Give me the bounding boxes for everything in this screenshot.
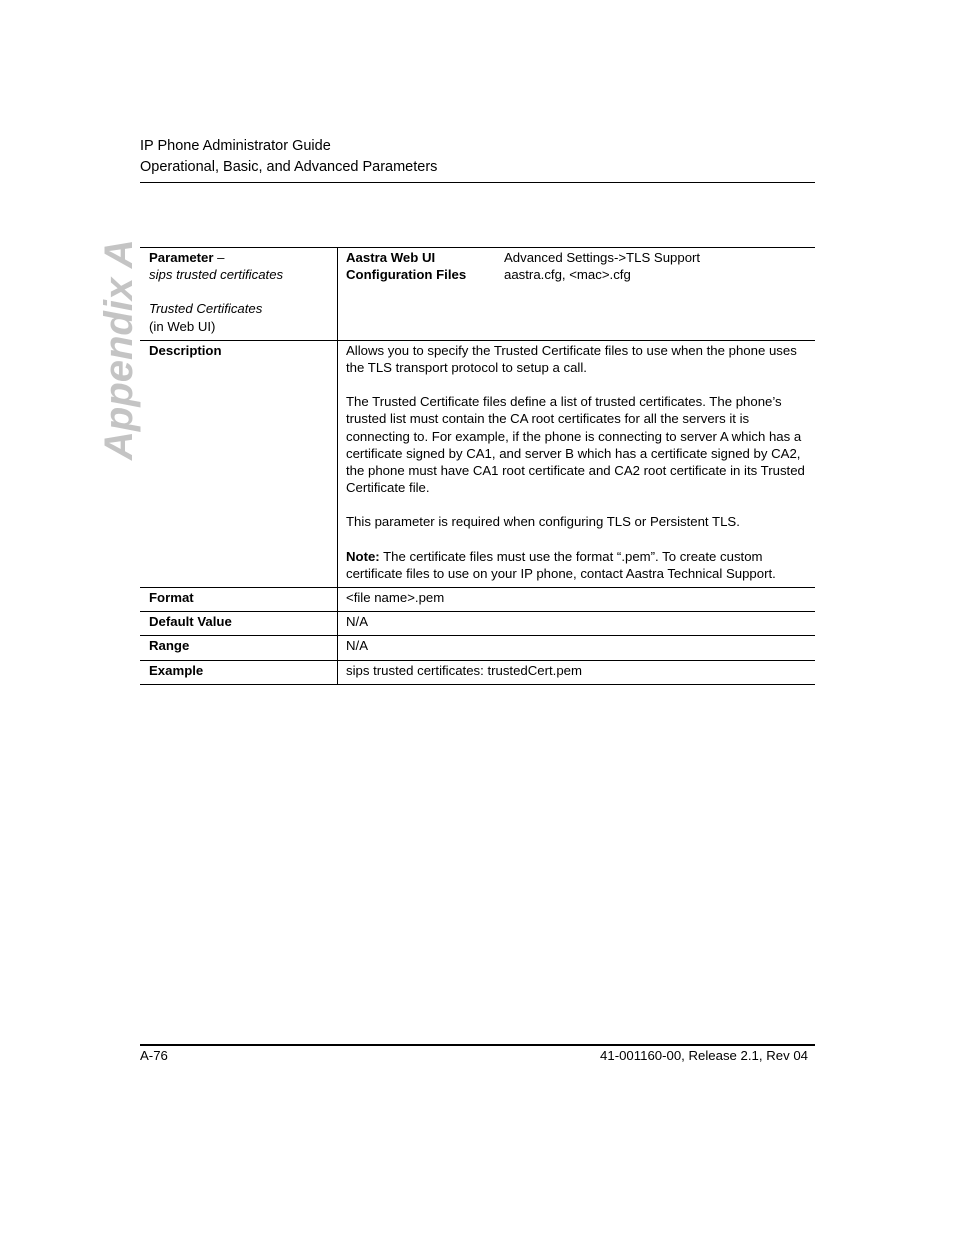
parameter-table (140, 247, 815, 685)
table-row (140, 660, 815, 684)
description-note (346, 548, 807, 582)
note-text: The certificate files must use the format “.pem”. To create custom certificate files to use on your IP phone, contact Aastra Technical Support. (346, 548, 776, 581)
description-paragraph: The Trusted Certificate files define a list of trusted certificates. The phone’s trusted list must contain the CA root certificates for all the servers it is connecting to. For example, if the phone is connecting to server A which has a certificate signed by CA1, and server B which has a certificate signed by CA2, the phone must have CA1 root certificate and CA2 root certificate in its Trusted Certificate file. (346, 394, 805, 496)
parameter-cell (140, 248, 338, 341)
location-label: Aastra Web UI (346, 250, 436, 265)
running-header (140, 136, 437, 178)
header-rule (140, 182, 815, 183)
row-value: N/A (338, 612, 816, 636)
parameter-webui-note: (in Web UI) (149, 318, 216, 334)
description-paragraph: This parameter is required when configuring TLS or Persistent TLS. (346, 514, 740, 530)
location-value: Advanced Settings->TLS Support (504, 250, 701, 265)
document-id: 41-001160-00, Release 2.1, Rev 04 (600, 1048, 808, 1063)
parameter-dash: – (213, 250, 225, 265)
description-paragraph: Allows you to specify the Trusted Certificate files to use when the phone uses the TLS transport protocol to setup a call. (346, 342, 797, 376)
table-row (140, 636, 815, 660)
footer-rule (140, 1044, 815, 1046)
parameter-label: Parameter (149, 250, 214, 265)
note-label: Note: (346, 548, 380, 564)
row-value: sips trusted certificates: trustedCert.pem (338, 660, 816, 684)
location-label: Configuration Files (346, 267, 467, 283)
description-label: Description (140, 340, 338, 587)
table-row-description (140, 340, 815, 587)
row-value: <file name>.pem (338, 588, 816, 612)
header-subtitle: Operational, Basic, and Advanced Parameters (140, 159, 438, 175)
table-row (140, 588, 815, 612)
header-title: IP Phone Administrator Guide (140, 138, 331, 154)
locations-cell (338, 248, 816, 341)
row-label: Range (140, 636, 338, 660)
appendix-side-label: Appendix A (97, 239, 141, 460)
location-value: aastra.cfg, <mac>.cfg (504, 267, 631, 283)
row-label: Format (140, 588, 338, 612)
description-cell (338, 340, 816, 587)
row-value: N/A (338, 636, 816, 660)
parameter-config-name: sips trusted certificates (149, 267, 284, 283)
row-label: Default Value (140, 612, 338, 636)
row-label: Example (140, 660, 338, 684)
table-row (140, 612, 815, 636)
page-number: A-76 (140, 1048, 168, 1063)
parameter-webui-name: Trusted Certificates (149, 301, 263, 317)
table-row-parameter (140, 248, 815, 341)
